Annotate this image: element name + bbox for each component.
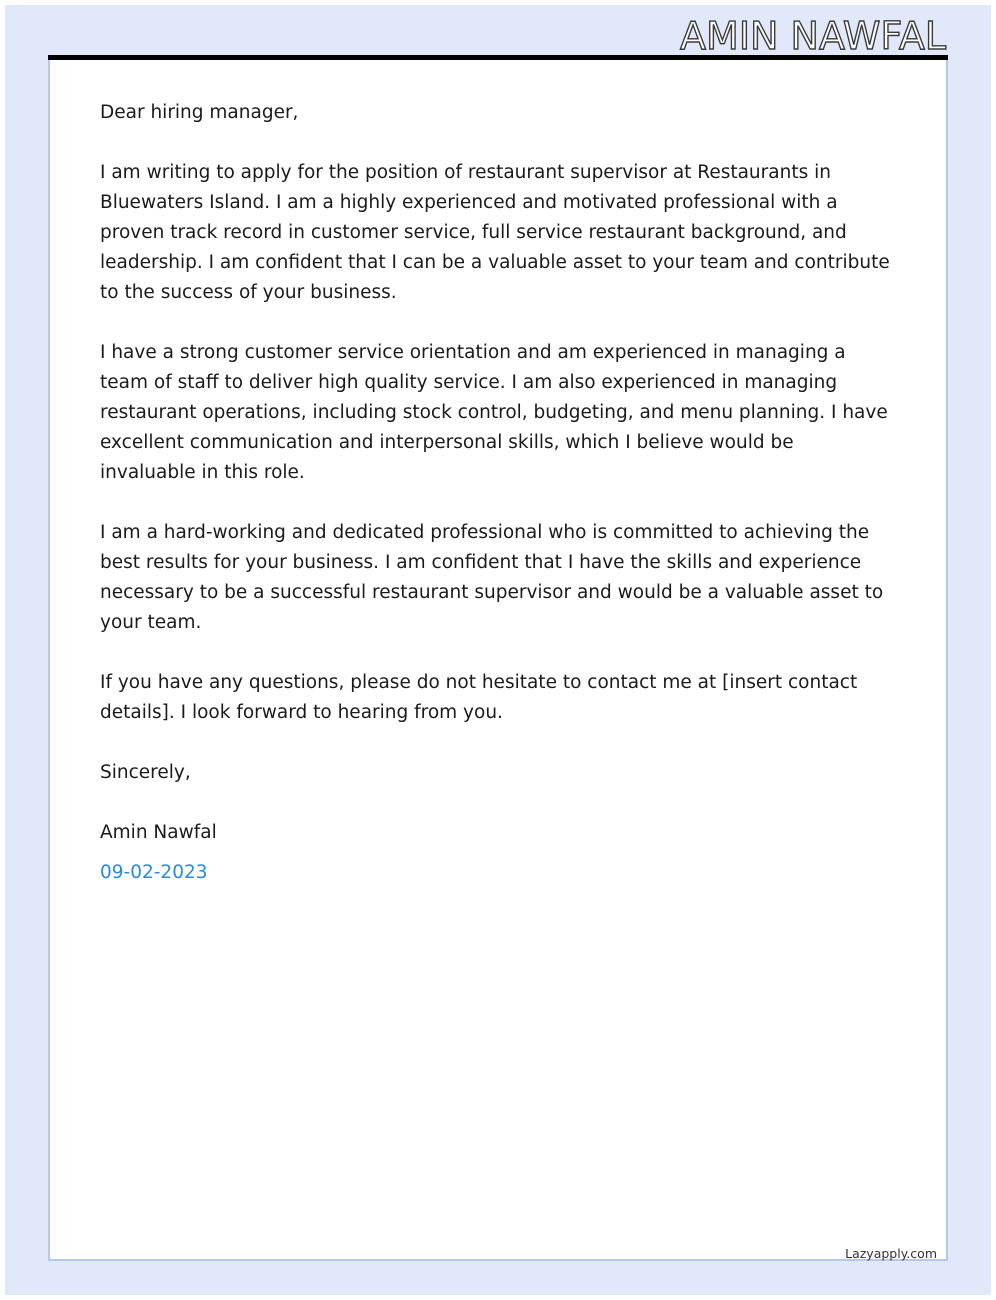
paragraph-3: I am a hard-working and dedicated professional who is committed to achieving the best results for your business. I am confident that I have the skills and experience necessary to be a successful restaurant supervisor and would be a valuable asset to your team. [100, 522, 884, 633]
paragraph-1: I am writing to apply for the position of restaurant supervisor at Restaurants in Bluewaters Island. I am a highly experienced and motivated professional with a proven track record in customer service, full service restaurant background, and leadership. I am confident that I can be a valuable asset to your team and contribute to the success of your business. [100, 162, 890, 303]
cover-letter-body [100, 98, 892, 918]
paragraph-2: I have a strong customer service orientation and am experienced in managing a team of staff to deliver high quality service. I am also experienced in managing restaurant operations, including stock control, budgeting, and menu planning. I have excellent communication and interpersonal skills, which I believe would be invaluable in this role. [100, 342, 888, 483]
paragraph-4: If you have any questions, please do not hesitate to contact me at [insert contact details]. I look forward to hearing from you. [100, 672, 858, 723]
signer-name: Amin Nawfal [100, 822, 217, 843]
closing: Sincerely, [100, 762, 191, 783]
watermark-text: Lazyapply.com [845, 1246, 937, 1261]
salutation: Dear hiring manager, [100, 102, 299, 123]
letter-date: 09-02-2023 [100, 862, 208, 883]
applicant-name-heading: AMIN NAWFAL [680, 14, 946, 58]
